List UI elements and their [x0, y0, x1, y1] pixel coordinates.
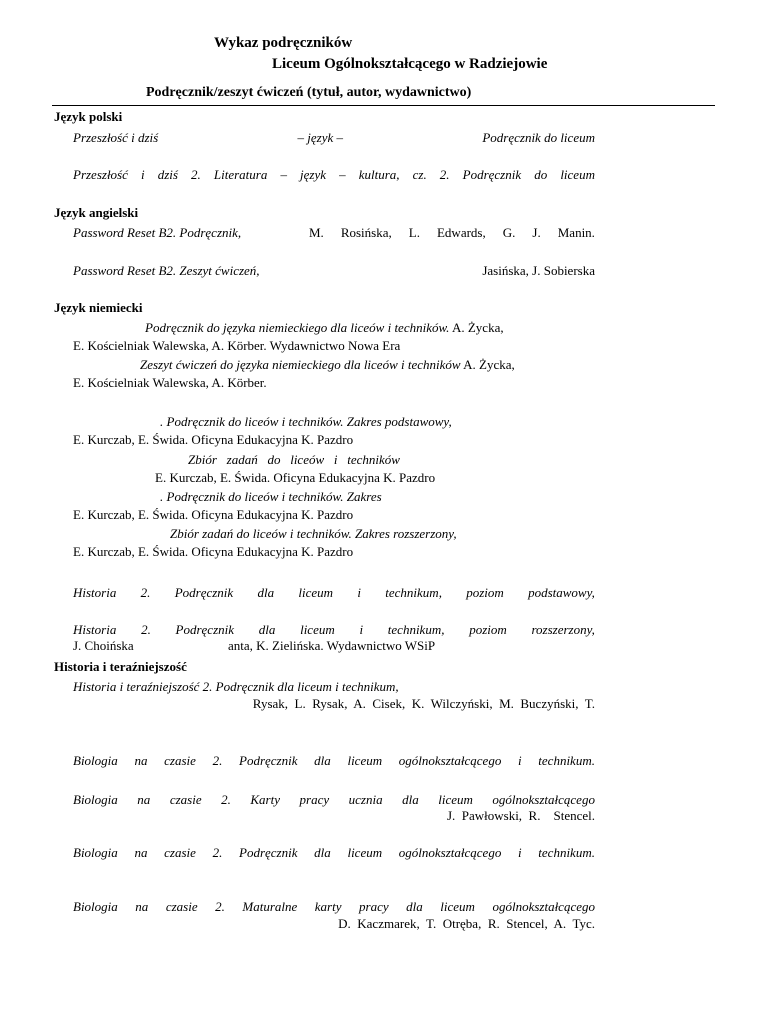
entry-biologia-4-line2: D. Kaczmarek, T. Otręba, R. Stencel, A. Tyc. — [338, 916, 595, 931]
subject-hit: Historia i teraźniejszość — [54, 659, 187, 674]
word: ogólnokształcącego — [492, 792, 595, 807]
word: Biologia — [73, 792, 118, 807]
entry-angielski-1 — [73, 225, 595, 241]
entry-mat-2: Zbiór zadań do liceów i techników — [188, 452, 400, 467]
word: M. — [309, 225, 324, 240]
entry-mat-3-line2: E. Kurczab, E. Świda. Oficyna Edukacyjna K. Pazdro — [73, 507, 354, 522]
word: czasie — [169, 792, 202, 807]
word: 2. — [212, 753, 223, 768]
word: dziś — [157, 167, 178, 182]
subject-angielski: Język angielski — [54, 205, 139, 220]
entry-angielski-1-authors — [309, 225, 595, 241]
word: technikum, — [385, 585, 442, 600]
entry-polski-2 — [73, 167, 595, 183]
entry-niemiecki-1-authors: A. Życka, — [449, 320, 504, 335]
entry-angielski-2-authors: Jasińska, J. Sobierska — [482, 263, 595, 278]
word: i — [359, 622, 364, 637]
column-heading: Podręcznik/zeszyt ćwiczeń (tytuł, autor, wydawnictwo) — [146, 85, 472, 100]
word: Biologia — [73, 899, 118, 914]
entry-polski-1-mid: – język – — [297, 130, 344, 145]
word: 2. — [212, 845, 223, 860]
word: rozszerzony, — [531, 622, 595, 637]
entry-mat-1: . Podręcznik do liceów i techników. Zakres podstawowy, — [160, 414, 452, 429]
word: na — [134, 753, 148, 768]
word: J. — [532, 225, 541, 240]
entry-mat-4: Zbiór zadań do liceów i techników. Zakres rozszerzony, — [170, 526, 457, 541]
word: Manin. — [557, 225, 595, 240]
entry-angielski-2 — [73, 263, 595, 279]
word: Edwards, — [436, 225, 486, 240]
word: dla — [406, 899, 423, 914]
word: G. — [502, 225, 516, 240]
word: na — [134, 845, 148, 860]
entry-polski-1-title: Przeszłość i dziś — [73, 130, 159, 145]
word: i — [518, 845, 522, 860]
word: język — [300, 167, 327, 182]
title-line-1: Wykaz podręczników — [214, 35, 353, 51]
word: karty — [314, 899, 342, 914]
entry-mat-2-line2: E. Kurczab, E. Świda. Oficyna Edukacyjna K. Pazdro — [155, 470, 436, 485]
word: pracy — [299, 792, 330, 807]
word: na — [135, 899, 149, 914]
entry-biologia-3 — [73, 845, 595, 861]
word: technikum, — [387, 622, 445, 637]
word: liceum — [298, 585, 334, 600]
word: poziom — [466, 585, 504, 600]
word: podstawowy, — [528, 585, 595, 600]
entry-niemiecki-1-title: Podręcznik do języka niemieckiego dla liceów i techników. — [145, 320, 450, 335]
word: ucznia — [348, 792, 383, 807]
word: kultura, — [358, 167, 400, 182]
word: Historia — [73, 622, 117, 637]
word: liceum — [560, 167, 595, 182]
entry-polski-1-end: Podręcznik do liceum — [482, 130, 595, 145]
word: i — [357, 585, 361, 600]
word: poziom — [469, 622, 507, 637]
title-line-2: Liceum Ogólnokształcącego w Radziejowie — [272, 56, 548, 72]
word: Podręcznik — [239, 845, 298, 860]
word: Przeszłość — [73, 167, 128, 182]
word: czasie — [164, 845, 196, 860]
word: ogólnokształcącego — [398, 845, 502, 860]
entry-niemiecki-2-line2: E. Kościelniak Walewska, A. Körber. — [73, 375, 267, 390]
entry-hit-1: Historia i teraźniejszość 2. Podręcznik dla liceum i technikum, — [73, 679, 399, 694]
entry-angielski-1-title: Password Reset B2. Podręcznik, — [73, 225, 242, 240]
entry-biologia-4 — [73, 899, 595, 915]
word: cz. — [412, 167, 427, 182]
word: liceum — [347, 845, 383, 860]
word: liceum — [440, 899, 475, 914]
word: Historia — [73, 585, 117, 600]
word: Podręcznik — [239, 753, 298, 768]
word: technikum. — [538, 753, 595, 768]
entry-niemiecki-2-title: Zeszyt ćwiczeń do języka niemieckiego dla liceów i techników — [140, 357, 461, 372]
entry-angielski-2-title: Password Reset B2. Zeszyt ćwiczeń, — [73, 263, 260, 278]
entry-niemiecki-1-line2: E. Kościelniak Walewska, A. Körber. Wydawnictwo Nowa Era — [73, 338, 401, 353]
entry-niemiecki-1 — [145, 320, 504, 336]
word: 2. — [141, 622, 151, 637]
word: dla — [314, 845, 331, 860]
word: liceum — [438, 792, 473, 807]
word: L. — [408, 225, 420, 240]
word: dla — [257, 585, 275, 600]
entry-historia-1 — [73, 585, 595, 601]
entry-biologia-2-line2: J. Pawłowski, R. Stencel. — [446, 808, 595, 823]
entry-niemiecki-2 — [140, 357, 515, 373]
entry-historia-2-line2b: anta, K. Zielińska. Wydawnictwo WSiP — [228, 638, 436, 653]
word: technikum. — [538, 845, 595, 860]
word: pracy — [359, 899, 389, 914]
word: czasie — [165, 899, 198, 914]
word: i — [518, 753, 522, 768]
entry-mat-3: . Podręcznik do liceów i techników. Zakres — [160, 489, 382, 504]
subject-polski: Język polski — [54, 109, 123, 124]
word: liceum — [300, 622, 335, 637]
word: Karty — [250, 792, 280, 807]
word: ogólnokształcącego — [492, 899, 595, 914]
word: 2. — [140, 585, 151, 600]
subject-niemiecki: Język niemiecki — [54, 300, 143, 315]
entry-niemiecki-2-authors: A. Życka, — [460, 357, 515, 372]
word: Biologia — [73, 753, 118, 768]
word: i — [140, 167, 145, 182]
word: Podręcznik — [462, 167, 522, 182]
word: na — [137, 792, 151, 807]
entry-mat-4-line2: E. Kurczab, E. Świda. Oficyna Edukacyjna K. Pazdro — [73, 544, 354, 559]
word: – — [280, 167, 287, 182]
word: ogólnokształcącego — [398, 753, 502, 768]
word: liceum — [347, 753, 383, 768]
entry-biologia-2 — [73, 792, 595, 808]
word: Literatura — [213, 167, 268, 182]
word: dla — [258, 622, 276, 637]
entry-biologia-1 — [73, 753, 595, 769]
word: Podręcznik — [174, 585, 234, 600]
entry-polski-1 — [73, 130, 595, 146]
word: dla — [314, 753, 331, 768]
entry-hit-1-line2: Rysak, L. Rysak, A. Cisek, K. Wilczyński, M. Buczyński, T. — [252, 696, 595, 711]
word: dla — [402, 792, 419, 807]
word: 2. — [191, 167, 201, 182]
entry-mat-1-line2: E. Kurczab, E. Świda. Oficyna Edukacyjna K. Pazdro — [73, 432, 354, 447]
word: Podręcznik — [175, 622, 235, 637]
word: Rosińska, — [340, 225, 392, 240]
word: 2. — [215, 899, 225, 914]
entry-historia-2-line2a: J. Choińska — [73, 638, 134, 653]
word: czasie — [164, 753, 196, 768]
word: Biologia — [73, 845, 118, 860]
word: 2. — [221, 792, 231, 807]
word: – — [339, 167, 346, 182]
word: Maturalne — [242, 899, 298, 914]
header-rule — [52, 105, 715, 106]
entry-historia-2 — [73, 622, 595, 638]
word: 2. — [439, 167, 450, 182]
word: do — [534, 167, 548, 182]
